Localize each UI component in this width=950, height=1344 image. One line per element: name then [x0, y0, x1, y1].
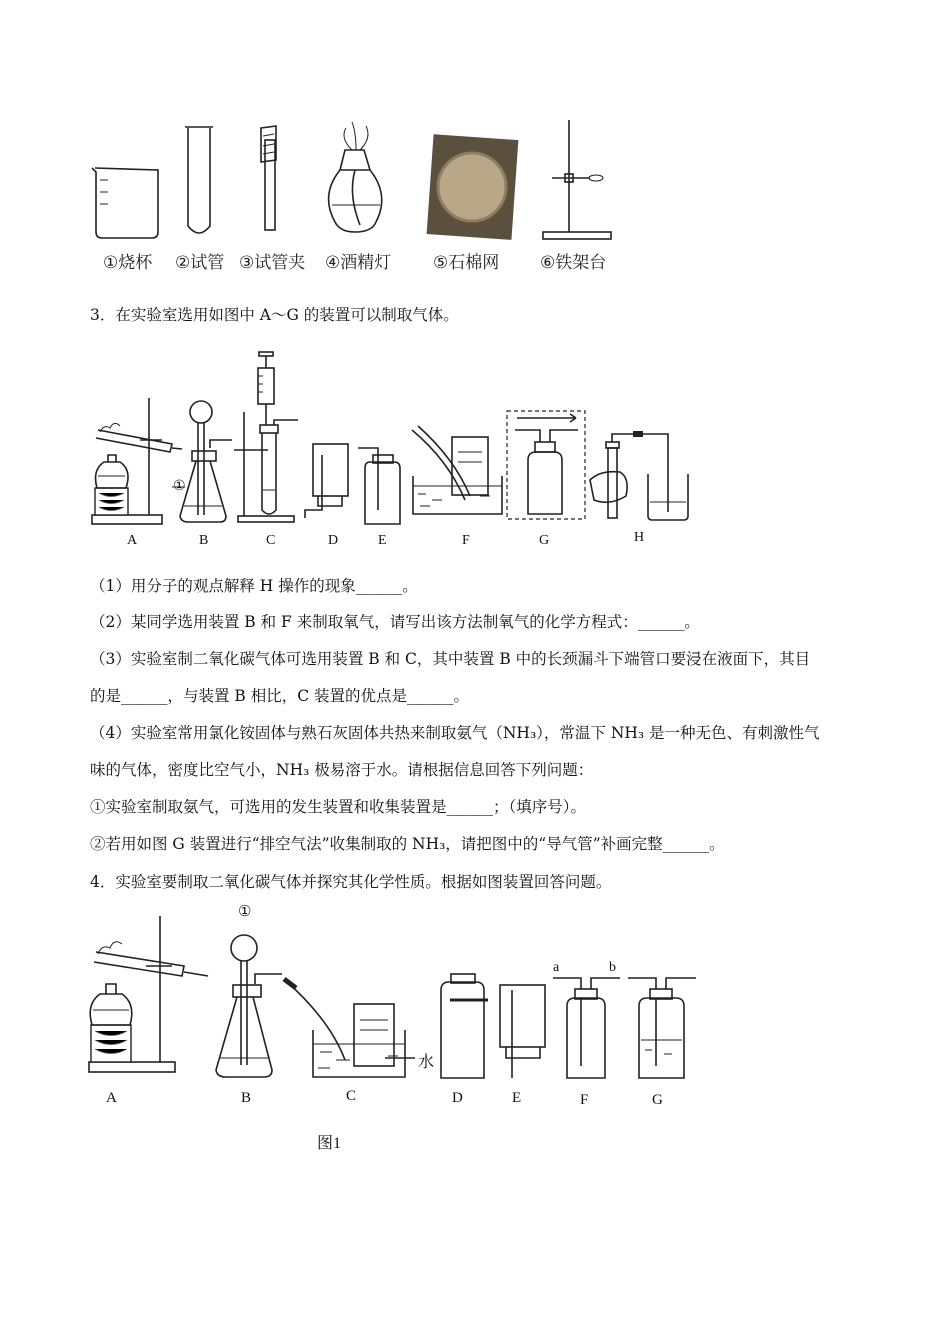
q3-label-d: D [328, 533, 339, 548]
q3-funnel-mark: ① [173, 479, 186, 494]
q3-part-2: （2）某同学选用装置 B 和 F 来制取氧气，请写出该方法制氧气的化学方程式：______。 [90, 613, 700, 631]
q3-label-f: F [462, 533, 470, 548]
q3-part-4-line-2: 味的气体，密度比空气小，NH₃ 极易溶于水。请根据信息回答下列问题： [90, 761, 594, 779]
q4-label-e: E [512, 1090, 522, 1106]
q4-port-b: b [609, 960, 616, 975]
q3-part-4-item-1: ①实验室制取氨气，可选用的发生装置和收集装置是______；（填序号）。 [90, 798, 587, 816]
q4-label-d: D [452, 1090, 463, 1106]
q3-part-3-line-1: （3）实验室制二氧化碳气体可选用装置 B 和 C，其中装置 B 中的长颈漏斗下端管口要浸在液面下，其目 [90, 650, 811, 668]
label-alcohol-lamp: ④酒精灯 [325, 253, 392, 273]
q3-label-b: B [199, 533, 209, 548]
q4-label-b: B [241, 1090, 252, 1106]
q3-label-a: A [127, 533, 138, 548]
q4-funnel-mark: ① [238, 904, 252, 920]
q3-label-g: G [539, 533, 550, 548]
q3-part-4-item-2: ②若用如图 G 装置进行“排空气法”收集制取的 NH₃，请把图中的“导气管”补画完整______。 [90, 835, 725, 853]
q3-label-e: E [378, 533, 387, 548]
q3-part-4-line-1: （4）实验室常用氯化铵固体与熟石灰固体共热来制取氨气（NH₃），常温下 NH₃ 是一种无色、有刺激性气 [90, 724, 820, 742]
q3-part-1: （1）用分子的观点解释 H 操作的现象______。 [90, 577, 418, 595]
q3-intro: 3．在实验室选用如图中 A～G 的装置可以制取气体。 [90, 306, 459, 324]
q4-water-label: 水 [418, 1054, 435, 1071]
q4-label-a: A [106, 1090, 117, 1106]
label-beaker: ①烧杯 [103, 253, 153, 273]
q4-port-a: a [553, 960, 560, 975]
q4-label-f: F [580, 1092, 589, 1108]
q4-label-g: G [652, 1092, 663, 1108]
label-iron-stand: ⑥铁架台 [540, 253, 607, 273]
label-test-tube: ②试管 [175, 253, 225, 273]
q4-label-c: C [346, 1088, 357, 1104]
q3-label-h: H [634, 530, 645, 545]
label-test-tube-clamp: ③试管夹 [239, 253, 306, 273]
q4-intro: 4．实验室要制取二氧化碳气体并探究其化学性质。根据如图装置回答问题。 [90, 873, 612, 891]
q4-figure-caption: 图1 [317, 1135, 342, 1152]
label-asbestos-gauze: ⑤石棉网 [433, 253, 500, 273]
q3-label-c: C [266, 533, 276, 548]
q3-part-3-line-2: 的是______，与装置 B 相比，C 装置的优点是______。 [90, 687, 470, 705]
